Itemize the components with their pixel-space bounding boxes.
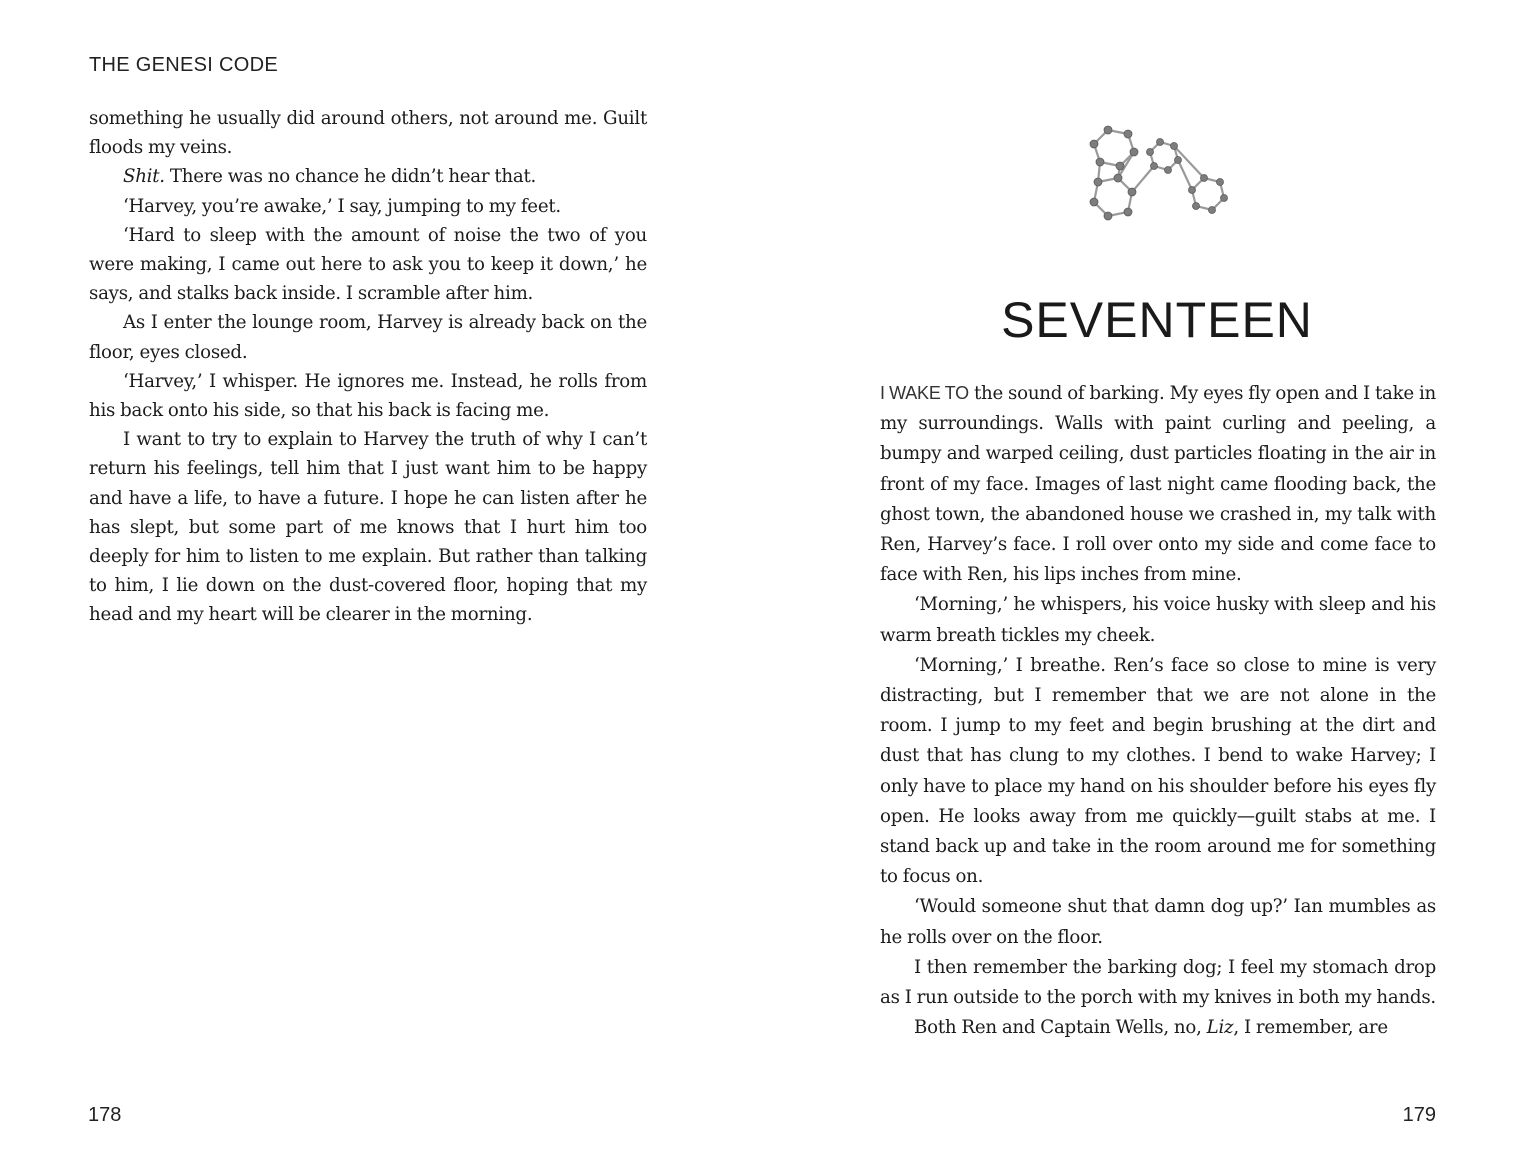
paragraph-text: There was no chance he didn’t hear that. — [164, 166, 537, 188]
paragraph — [880, 378, 1436, 590]
molecule-icon — [1070, 120, 1250, 250]
paragraph: ‘Harvey,’ I whisper. He ignores me. Instead, he rolls from his back onto his side, so that his back is facing me. — [89, 370, 647, 422]
right-page — [762, 0, 1524, 1169]
paragraph: ‘Morning,’ I breathe. Ren’s face so close to mine is very distracting, but I remember that we are not alone in the room. I jump to my feet and begin brushing at the dirt and dust that has clung to my clothes. I bend to wake Harvey; I only have to place my hand on his shoulder before his eyes fly open. He looks away from me quickly—guilt stabs at me. I stand back up and take in the room around me for something to focus on. — [880, 654, 1436, 888]
paragraph: ‘Morning,’ he whispers, his voice husky with sleep and his warm breath tickles my cheek. — [880, 594, 1436, 646]
page-number-left: 178 — [88, 1104, 122, 1126]
paragraph: ‘Would someone shut that damn dog up?’ Ian mumbles as he rolls over on the floor. — [880, 896, 1436, 948]
chapter-title: SEVENTEEN — [1001, 292, 1313, 348]
paragraph: As I enter the lounge room, Harvey is already back on the floor, eyes closed. — [89, 312, 647, 363]
paragraph-text: , I remember, are — [1233, 1017, 1388, 1039]
right-body-text — [880, 378, 1436, 1043]
italic-word: Liz — [1206, 1017, 1234, 1039]
left-body-text — [89, 104, 647, 630]
paragraph: something he usually did around others, not around me. Guilt floods my veins. — [89, 108, 647, 159]
running-head: THE GENESI CODE — [89, 54, 278, 76]
paragraph — [89, 162, 647, 191]
italic-word: Shit. — [123, 166, 165, 188]
paragraph: ‘Harvey, you’re awake,’ I say, jumping to my feet. — [123, 195, 561, 217]
paragraph-text: Both Ren and Captain Wells, no, — [914, 1017, 1207, 1039]
page-number-right: 179 — [1402, 1104, 1436, 1126]
chapter-lead-in: I WAKE TO — [880, 383, 969, 403]
paragraph-text: the sound of barking. My eyes fly open and I take in my surroundings. Walls with paint curling and peeling, a bumpy and warped ceiling, dust particles floating in the air in front of my face. Images of last night came flooding back, the ghost town, the abandoned house we crashed in, my talk with Ren, Harvey’s face. I roll over onto my side and come face to face with Ren, his lips inches from mine. — [880, 383, 1436, 586]
paragraph — [880, 1013, 1436, 1043]
paragraph: ‘Hard to sleep with the amount of noise the two of you were making, I came out here to ask you to keep it down,’ he says, and stalks back inside. I scramble after him. — [89, 224, 647, 305]
paragraph: I want to try to explain to Harvey the truth of why I can’t return his feelings, tell him that I just want him to be happy and have a life, to have a future. I hope he can listen after he has slept, but some part of me knows that I hurt him too deeply for him to listen to me explain. But rather than talking to him, I lie down on the dust-covered floor, hoping that my head and my heart will be clearer in the morning. — [89, 429, 647, 626]
paragraph: I then remember the barking dog; I feel my stomach drop as I run outside to the porch with my knives in both my hands. — [880, 956, 1436, 1009]
